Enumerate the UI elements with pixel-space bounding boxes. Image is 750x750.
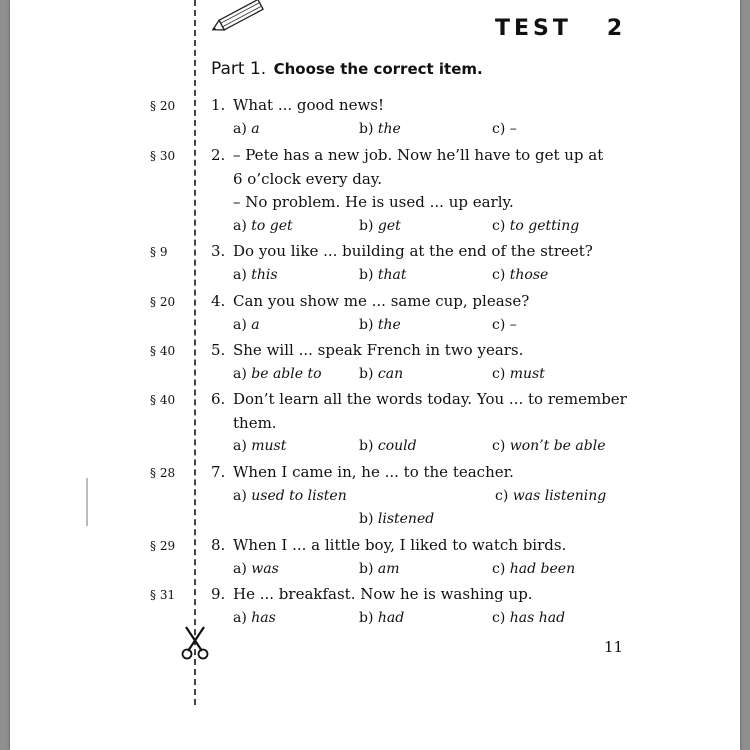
question-text: When I came in, he ... to the teacher. <box>233 463 514 481</box>
option-letter: b) <box>359 316 378 333</box>
option-letter: b) <box>359 511 378 527</box>
question-number: 9. <box>211 585 226 603</box>
answer-option[interactable] <box>233 317 260 333</box>
answer-option[interactable] <box>359 218 401 234</box>
option-text: the <box>377 316 401 333</box>
question-number: 7. <box>211 463 226 481</box>
option-letter: c) <box>492 266 510 283</box>
question-text: – No problem. He is used ... up early. <box>233 193 514 211</box>
question-text: Do you like ... building at the end of the street? <box>233 242 593 260</box>
option-text: won’t be able <box>509 438 606 454</box>
section-reference: § 40 <box>150 344 176 358</box>
option-letter: b) <box>359 560 378 577</box>
section-reference: § 31 <box>150 588 176 602</box>
workbook-page <box>10 0 740 750</box>
option-letter: c) <box>492 560 510 577</box>
answer-option[interactable] <box>492 610 565 626</box>
section-reference: § 9 <box>150 245 168 259</box>
answer-option[interactable] <box>233 121 260 137</box>
option-letter: b) <box>359 266 378 283</box>
option-letter: b) <box>359 609 378 626</box>
option-letter: a) <box>233 609 252 626</box>
option-text: am <box>377 560 400 577</box>
option-text: get <box>377 217 401 234</box>
question-text: He ... breakfast. Now he is washing up. <box>233 585 533 603</box>
option-text: was <box>251 560 279 577</box>
answer-option[interactable] <box>233 366 322 382</box>
option-letter: b) <box>359 217 378 234</box>
question-text: When I ... a little boy, I liked to watch birds. <box>233 536 567 554</box>
question-number: 8. <box>211 536 226 554</box>
option-letter: c) <box>492 365 510 382</box>
question-text: them. <box>233 413 277 432</box>
answer-option[interactable] <box>492 438 606 454</box>
question-number: 3. <box>211 242 226 260</box>
option-letter: a) <box>233 365 252 382</box>
question-text: Can you show me ... same cup, please? <box>233 292 530 310</box>
option-text: a <box>251 120 260 137</box>
answer-option[interactable] <box>233 438 286 454</box>
option-text: used to listen <box>251 487 347 504</box>
option-letter: c) <box>492 217 510 234</box>
section-reference: § 28 <box>150 466 176 480</box>
question-text: She will ... speak French in two years. <box>233 341 524 359</box>
part-heading: Part 1. Choose the correct item. <box>211 59 483 79</box>
option-letter: a) <box>233 266 252 283</box>
answer-option[interactable] <box>359 610 404 626</box>
option-letter: a) <box>233 560 252 577</box>
option-text: listened <box>377 511 435 527</box>
option-letter: c) <box>492 438 510 454</box>
question-text: What ... good news! <box>233 96 385 114</box>
option-text: a <box>251 316 260 333</box>
option-text: to get <box>251 217 293 234</box>
answer-option[interactable] <box>495 488 606 504</box>
option-letter: b) <box>359 120 378 137</box>
page-number: 11 <box>604 638 624 656</box>
option-text: was listening <box>512 487 607 504</box>
answer-option[interactable] <box>359 511 434 527</box>
section-reference: § 29 <box>150 539 176 553</box>
option-text: be able to <box>251 365 322 382</box>
section-reference: § 20 <box>150 99 176 113</box>
question-number: 6. <box>211 390 226 408</box>
option-letter: a) <box>233 487 252 504</box>
answer-option[interactable] <box>233 218 293 234</box>
option-text: had been <box>509 560 576 577</box>
option-text: could <box>377 438 417 454</box>
question-number: 5. <box>211 341 226 359</box>
option-text: has <box>251 609 276 626</box>
answer-option[interactable] <box>359 438 417 454</box>
section-reference: § 20 <box>150 295 176 309</box>
option-text: has had <box>509 609 566 626</box>
answer-option[interactable] <box>492 561 575 577</box>
cut-line <box>194 0 196 705</box>
answer-option[interactable] <box>492 218 579 234</box>
answer-option[interactable] <box>359 366 403 382</box>
option-text: must <box>509 365 545 382</box>
option-text: – <box>509 316 517 333</box>
option-text: – <box>509 120 517 137</box>
test-title: TEST 2 <box>495 16 627 41</box>
answer-option[interactable] <box>359 267 407 283</box>
option-text: had <box>377 609 405 626</box>
option-letter: c) <box>495 487 513 504</box>
option-letter: c) <box>492 120 510 137</box>
option-text: must <box>251 438 287 454</box>
answer-option[interactable] <box>359 561 400 577</box>
question-text: Don’t learn all the words today. You ... to remember <box>233 390 627 408</box>
question-text: – Pete has a new job. Now he’ll have to get up at <box>233 146 604 164</box>
option-letter: c) <box>492 316 510 333</box>
answer-option[interactable] <box>233 267 278 283</box>
option-letter: a) <box>233 438 252 454</box>
answer-option[interactable] <box>492 366 545 382</box>
option-text: those <box>509 266 549 283</box>
answer-option[interactable] <box>233 488 347 504</box>
answer-option[interactable] <box>233 561 279 577</box>
question-number: 4. <box>211 292 226 310</box>
pencil-icon <box>210 0 270 34</box>
answer-option[interactable] <box>359 317 401 333</box>
question-number: 1. <box>211 96 226 114</box>
option-letter: a) <box>233 217 252 234</box>
answer-option[interactable] <box>233 610 276 626</box>
answer-option[interactable] <box>492 267 548 283</box>
answer-option[interactable] <box>492 317 517 333</box>
option-text: can <box>377 365 404 382</box>
option-letter: b) <box>359 365 378 382</box>
option-letter: a) <box>233 316 252 333</box>
question-number: 2. <box>211 146 226 164</box>
option-text: the <box>377 120 401 137</box>
scissors-icon <box>180 625 210 661</box>
option-text: that <box>377 266 407 283</box>
question-text: 6 o’clock every day. <box>233 169 383 188</box>
answer-option[interactable] <box>359 121 401 137</box>
option-letter: a) <box>233 120 252 137</box>
section-reference: § 40 <box>150 393 176 407</box>
section-reference: § 30 <box>150 149 176 163</box>
option-text: this <box>251 266 278 283</box>
option-text: to getting <box>509 217 580 234</box>
option-letter: c) <box>492 609 510 626</box>
scan-mark <box>86 478 88 526</box>
option-letter: b) <box>359 438 378 454</box>
answer-option[interactable] <box>492 121 517 137</box>
